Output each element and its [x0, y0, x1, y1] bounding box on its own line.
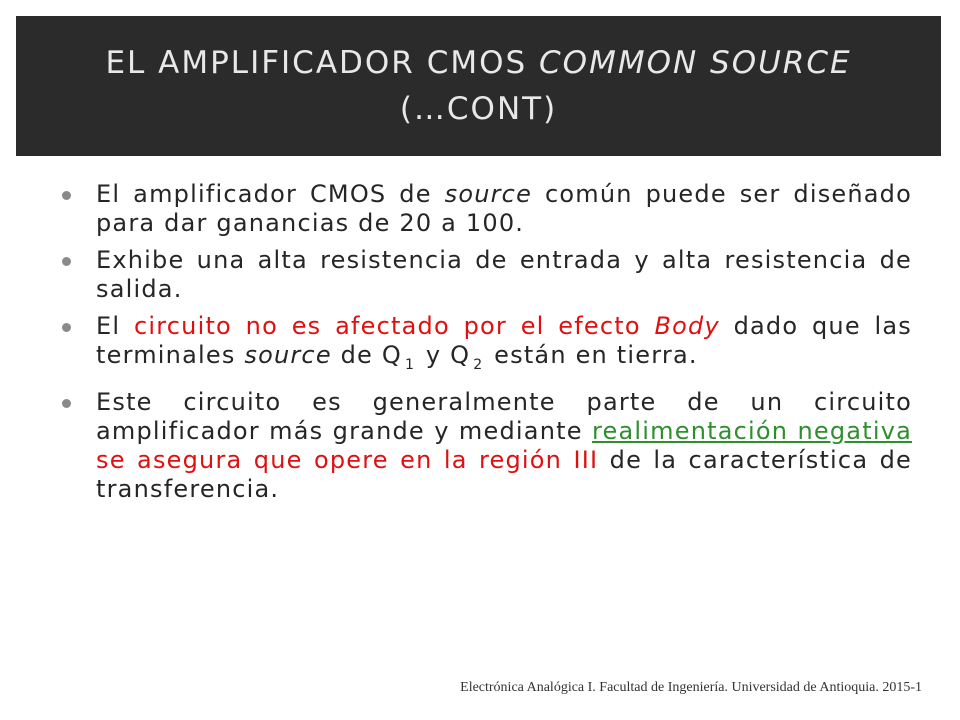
slide-footer: Electrónica Analógica I. Facultad de Ingeniería. Universidad de Antioquia. 2015-1 [460, 680, 922, 695]
slide-title-bar [16, 16, 941, 156]
bullet-dot-icon [62, 323, 71, 332]
bullet-text-red: circuito no es afectado por el efecto [133, 312, 655, 340]
slide-title-line1 [105, 41, 851, 85]
bullet-dot-icon [62, 191, 71, 200]
bullet-text: dado que las terminales [96, 312, 913, 369]
title-text-b: COMMON SOURCE [539, 45, 852, 81]
bullet-dot-icon [62, 257, 71, 266]
bullet-list [62, 180, 912, 512]
bullet-text: Este circuito es generalmente parte de un circuito amplificador más grande y mediante [96, 388, 912, 445]
subscript: 1 [404, 357, 416, 373]
bullet-item-2 [62, 246, 912, 304]
bullet-text: están en tierra. [485, 341, 698, 369]
bullet-item-1 [62, 180, 912, 238]
slide-title-line2: (…CONT) [399, 91, 558, 127]
subscript: 2 [473, 357, 484, 373]
bullet-item-3 [62, 312, 912, 380]
bullet-text-red: se asegura que opere en la región III [96, 446, 599, 474]
bullet-text: de Q [331, 341, 402, 369]
bullet-text: común puede ser diseñado para dar ganancias de 20 a 100. [96, 180, 912, 237]
bullet-text-italic: source [244, 341, 332, 369]
bullet-text: y Q [417, 341, 471, 369]
bullet-item-4 [62, 388, 912, 504]
bullet-text-green-underlined: realimentación negativa [592, 417, 913, 445]
bullet-text-red-italic: Body [654, 312, 720, 340]
bullet-text: El amplificador CMOS de [96, 180, 445, 208]
bullet-text-italic: source [444, 180, 533, 208]
bullet-text: de la característica de transferencia. [96, 446, 912, 503]
bullet-text: El [96, 312, 134, 340]
title-text-a: EL AMPLIFICADOR CMOS [105, 45, 540, 81]
bullet-dot-icon [62, 399, 71, 408]
bullet-text: Exhibe una alta resistencia de entrada y alta resistencia de salida. [96, 246, 912, 303]
